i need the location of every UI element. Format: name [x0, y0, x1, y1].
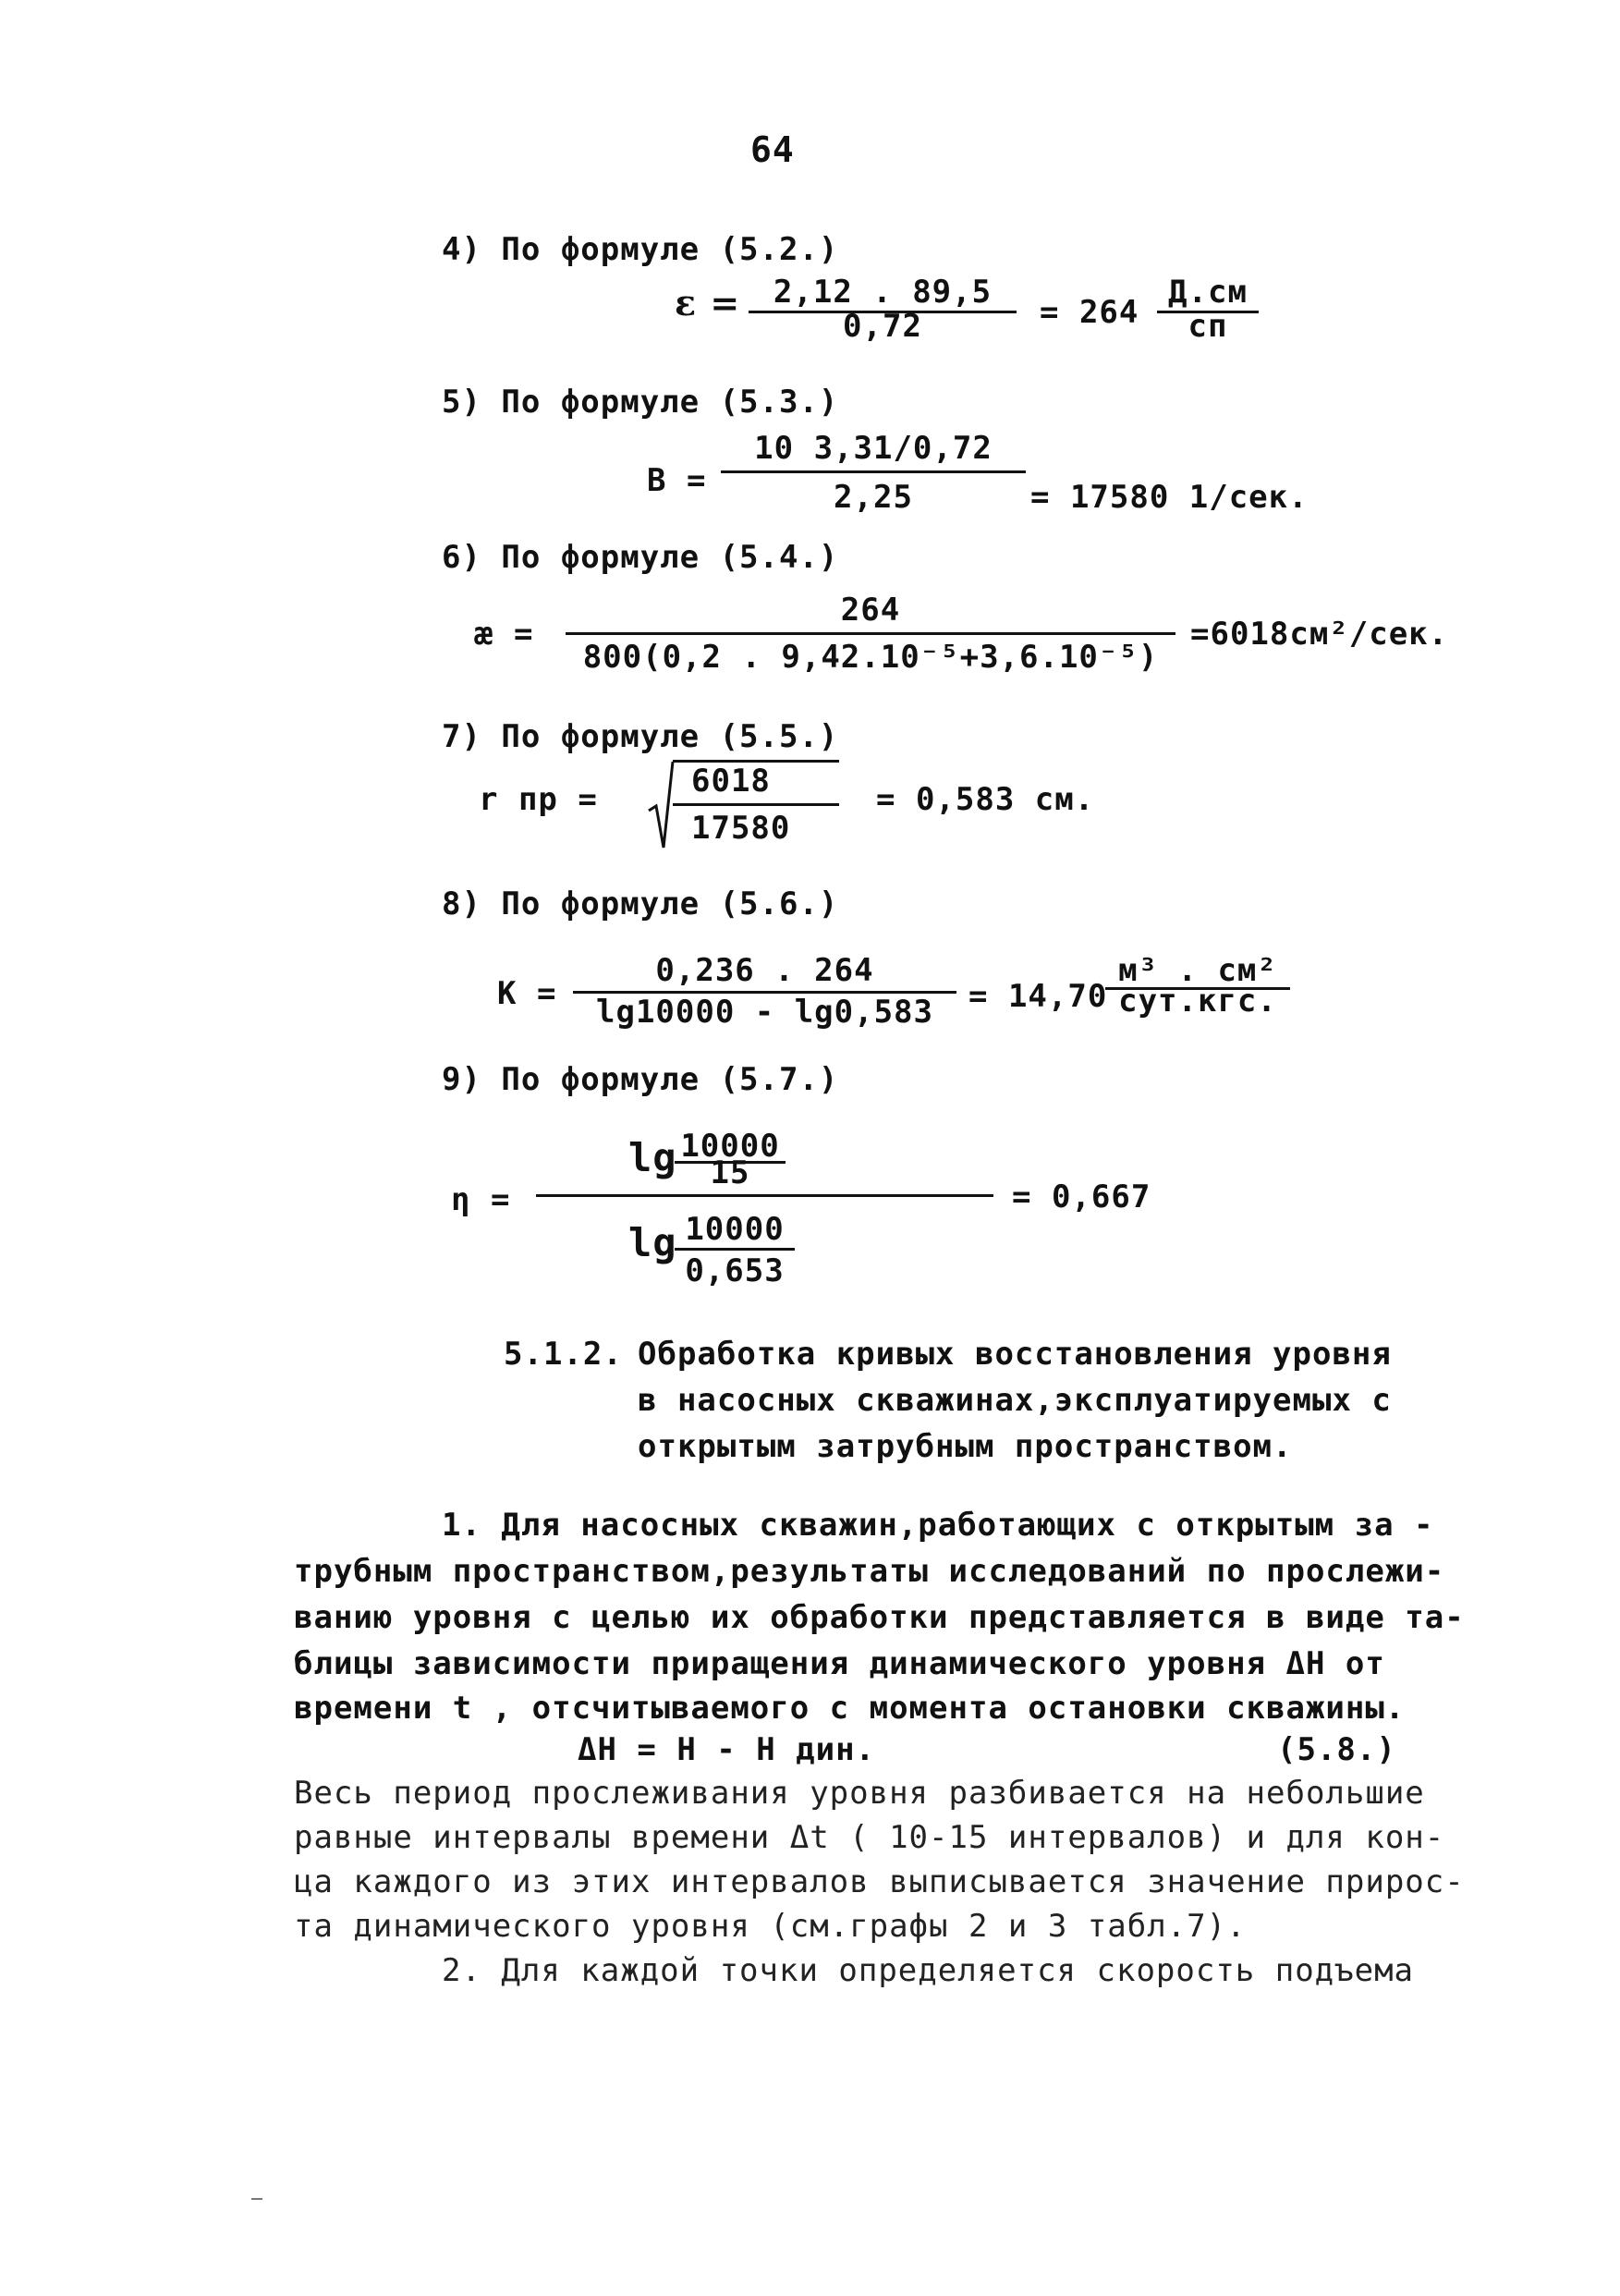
- formula-lhs-4: ε =: [675, 282, 741, 324]
- scan-mark: [251, 2198, 262, 2200]
- formula-heading-7: 7) По формуле (5.5.): [442, 718, 839, 755]
- denominator: lg10000 - lg0,583: [596, 994, 933, 1031]
- inner-numerator: 10000: [680, 1128, 780, 1165]
- paragraph2-line4: та динамического уровня (см.графы 2 и 3 табл.7).: [294, 1908, 1247, 1945]
- formula-heading-5: 5) По формуле (5.3.): [442, 384, 839, 421]
- inner-numerator: 10000: [685, 1211, 785, 1248]
- unit-fraction-4: [1157, 274, 1259, 345]
- page-number: 64: [750, 129, 795, 170]
- section-number: 5.1.2.: [504, 1336, 623, 1373]
- numerator: 2,12 . 89,5: [773, 274, 993, 311]
- fraction-bar: [675, 1248, 795, 1251]
- paragraph1-line2: трубным пространством,результаты исследований по прослежи-: [294, 1553, 1445, 1590]
- paragraph1-line3: ванию уровня с целью их обработки представляется в виде та-: [294, 1599, 1465, 1636]
- numerator: 10 3,31/0,72: [754, 430, 993, 467]
- fraction-bar: [566, 632, 1175, 635]
- numerator-lg: lg: [628, 1135, 677, 1180]
- formula-rhs-8: = 14,70: [968, 978, 1108, 1015]
- unit-numerator: Д.см: [1168, 274, 1248, 311]
- formula-heading-8: 8) По формуле (5.6.): [442, 885, 839, 922]
- paragraph1-line1: 1. Для насосных скважин,работающих с открытым за -: [442, 1507, 1434, 1544]
- formula-heading-4: 4) По формуле (5.2.): [442, 231, 839, 268]
- denominator-inner-fraction: [675, 1211, 795, 1289]
- fraction-bar: [721, 470, 1026, 473]
- fraction-7: [673, 760, 839, 847]
- paragraph2-line1: Весь период прослеживания уровня разбивается на небольшие: [294, 1775, 1425, 1812]
- paragraph1-formula-ref: (5.8.): [1277, 1731, 1396, 1768]
- numerator-inner-fraction: [675, 1128, 786, 1191]
- paragraph2-line3: ца каждого из этих интервалов выписывается значение прирос-: [294, 1863, 1465, 1900]
- unit-denominator: сут.кгс.: [1118, 983, 1277, 1020]
- fraction-5: [721, 430, 1026, 516]
- formula-heading-6: 6) По формуле (5.4.): [442, 539, 839, 576]
- inner-denominator: 0,653: [685, 1252, 785, 1289]
- unit-numerator: м³ . см²: [1118, 952, 1277, 989]
- fraction-4: [749, 274, 1017, 345]
- formula-rhs-7: = 0,583 см.: [876, 781, 1095, 818]
- denominator: 2,25: [834, 479, 913, 516]
- paragraph1-line5: времени t , отсчитываемого с момента остановки скважины.: [294, 1690, 1406, 1727]
- formula-heading-9: 9) По формуле (5.7.): [442, 1061, 839, 1098]
- unit-fraction-8: [1105, 952, 1290, 1020]
- section-title-line3: открытым затрубным пространством.: [638, 1428, 1293, 1465]
- formula-lhs-6: æ =: [474, 616, 534, 653]
- section-title-line1: Обработка кривых восстановления уровня: [638, 1336, 1392, 1373]
- formula-rhs-6: =6018см²/сек.: [1190, 616, 1449, 653]
- formula-lhs-8: K =: [497, 975, 557, 1012]
- unit-denominator: сп: [1188, 308, 1228, 345]
- paragraph3-line1: 2. Для каждой точки определяется скорость подъема: [442, 1952, 1415, 1989]
- denominator-lg: lg: [628, 1220, 677, 1265]
- fraction-9: [536, 1128, 998, 1289]
- formula-lhs-5: B =: [647, 462, 707, 499]
- paragraph1-formula: ΔH = H - H дин.: [578, 1731, 876, 1768]
- formula-rhs-4: = 264: [1040, 294, 1139, 331]
- main-fraction-bar: [536, 1194, 993, 1197]
- denominator: 17580: [691, 810, 791, 847]
- denominator: 0,72: [843, 308, 922, 345]
- paragraph1-line4: блицы зависимости приращения динамического уровня ΔH от: [294, 1645, 1385, 1682]
- fraction-bar: [673, 803, 839, 806]
- sqrt-icon: [647, 760, 675, 852]
- formula-rhs-5: = 17580 1/сек.: [1030, 479, 1309, 516]
- formula-lhs-7: r пр =: [479, 781, 598, 818]
- formula-lhs-9: η =: [451, 1181, 511, 1218]
- section-title-line2: в насосных скважинах,эксплуатируемых с: [638, 1382, 1392, 1419]
- inner-denominator: 15: [710, 1154, 750, 1191]
- formula-rhs-9: = 0,667: [1012, 1179, 1151, 1215]
- denominator: 800(0,2 . 9,42.10⁻⁵+3,6.10⁻⁵): [582, 639, 1159, 676]
- fraction-8: [573, 952, 956, 1031]
- numerator: 264: [840, 592, 901, 629]
- fraction-6: [566, 592, 1175, 676]
- numerator: 0,236 . 264: [655, 952, 874, 989]
- paragraph2-line2: равные интервалы времени Δt ( 10-15 интервалов) и для кон-: [294, 1819, 1445, 1856]
- numerator: 6018: [673, 760, 839, 800]
